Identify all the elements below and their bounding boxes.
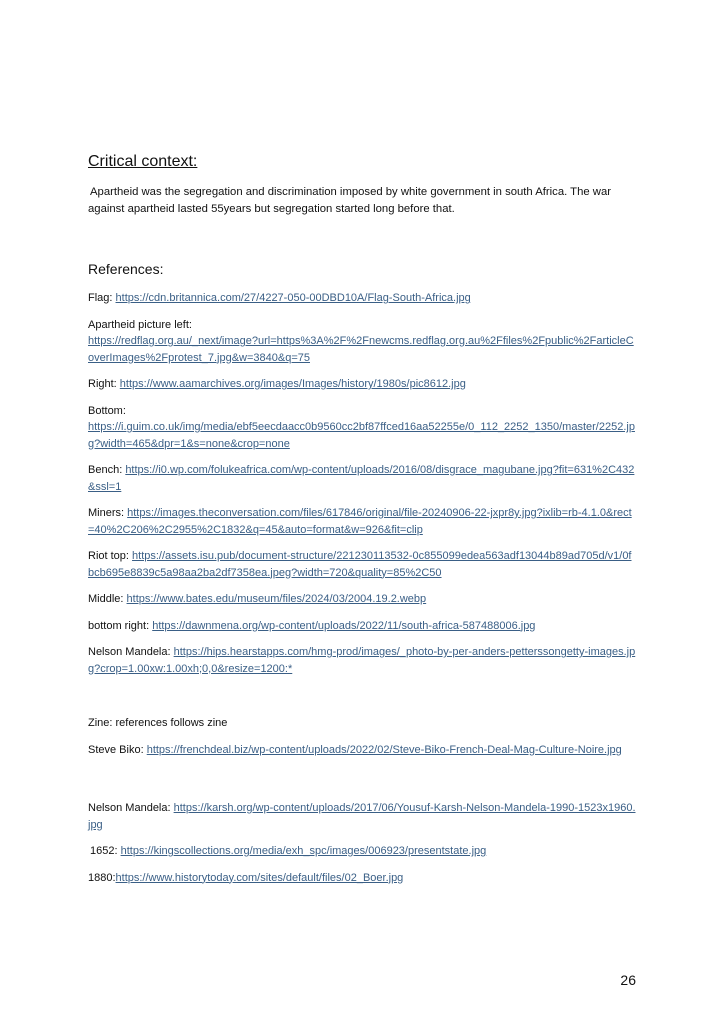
reference-bottom-right (88, 618, 636, 635)
critical-context-text (88, 184, 636, 218)
reference-label: Apartheid picture left: (88, 318, 192, 331)
reference-label: Bottom: (88, 404, 126, 417)
reference-label: Flag: (88, 292, 116, 304)
reference-label: 1652: (90, 845, 121, 857)
reference-miners (88, 505, 636, 538)
reference-1652 (88, 843, 636, 860)
reference-label: Right: (88, 378, 120, 390)
reference-link-apartheid-left[interactable]: https://redflag.org.au/_next/image?url=https%3A%2F%2Fnewcms.redflag.org.au%2Ffiles%2Fpublic%2FarticleCoverImages%2Fprotest_7.jpg&w=3840&q=75 (88, 335, 634, 364)
reference-1880 (88, 870, 636, 887)
reference-link-1880[interactable]: https://www.historytoday.com/sites/default/files/02_Boer.jpg (115, 871, 404, 884)
reference-link-nelson-mandela-2[interactable]: https://karsh.org/wp-content/uploads/2017/06/Yousuf-Karsh-Nelson-Mandela-1990-1523x1960.jpg (88, 802, 636, 831)
reference-label: Nelson Mandela: (88, 802, 174, 814)
spacer (88, 768, 636, 800)
document-page (88, 152, 636, 896)
reference-link-miners[interactable]: https://images.theconversation.com/files/617846/original/file-20240906-22-jxpr8y.jpg?ixlib=rb-4.1.0&rect=40%2C206%2C2955%2C1832&q=45&auto=format&w=926&fit=clip (88, 507, 632, 536)
reference-label: Nelson Mandela: (88, 646, 174, 658)
reference-flag (88, 290, 636, 307)
reference-right (88, 376, 636, 393)
spacer (88, 687, 636, 715)
reference-link-bottom[interactable]: https://i.guim.co.uk/img/media/ebf5eecdaacc0b9560cc2bf87ffced16aa52255e/0_112_2252_1350/master/2252.jpg?width=465&dpr=1&s=none&crop=none (88, 421, 635, 450)
page-number: 26 (620, 972, 636, 988)
reference-link-1652[interactable]: https://kingscollections.org/media/exh_spc/images/006923/presentstate.jpg (120, 845, 487, 857)
reference-link-flag[interactable]: https://cdn.britannica.com/27/4227-050-00DBD10A/Flag-South-Africa.jpg (115, 292, 471, 304)
zine-heading: Zine: references follows zine (88, 717, 228, 729)
reference-link-middle[interactable]: https://www.bates.edu/museum/files/2024/03/2004.19.2.webp (126, 593, 427, 605)
reference-label: Miners: (88, 507, 128, 519)
reference-label: Middle: (88, 593, 127, 605)
reference-riot-top (88, 548, 636, 581)
reference-label: bottom right: (88, 619, 153, 632)
reference-label: 1880: (88, 871, 116, 884)
reference-link-riot-top[interactable]: https://assets.isu.pub/document-structure/221230113532-0c855099edea563adf13044b89ad705d/v1/0fbcb695e8839c5a98aa2ba2df7358ea.jpeg?width=720&quality=85%2C50 (88, 550, 632, 579)
reference-bottom (88, 403, 636, 453)
critical-context-line-1: Apartheid was the segregation and discrimination imposed by white government in south Africa. The war (90, 186, 611, 198)
reference-label: Steve Biko: (88, 743, 147, 756)
reference-link-nelson-mandela-1[interactable]: https://hips.hearstapps.com/hmg-prod/images/_photo-by-per-anders-petterssongetty-images.jpg?crop=1.00xw:1.00xh;0,0&resize=1200:* (88, 646, 636, 675)
reference-label: Bench: (88, 464, 126, 476)
reference-link-bottom-right[interactable]: https://dawnmena.org/wp-content/uploads/2022/11/south-africa-587488006.jpg (152, 619, 536, 632)
reference-link-bench[interactable]: https://i0.wp.com/folukeafrica.com/wp-content/uploads/2016/08/disgrace_magubane.jpg?fit=631%2C432&ssl=1 (88, 464, 635, 493)
critical-context-heading: Critical context: (88, 153, 198, 170)
reference-nelson-mandela-1 (88, 644, 636, 677)
reference-link-right[interactable]: https://www.aamarchives.org/images/Images/history/1980s/pic8612.jpg (119, 378, 466, 390)
reference-middle (88, 591, 636, 608)
reference-bench (88, 462, 636, 495)
critical-context-line-2: against apartheid lasted 55years but segregation started long before that. (88, 203, 455, 215)
reference-link-steve-biko[interactable]: https://frenchdeal.biz/wp-content/uploads/2022/02/Steve-Biko-French-Deal-Mag-Culture-Noire.jpg (146, 743, 622, 756)
reference-nelson-mandela-2 (88, 800, 636, 833)
references-heading: References: (88, 261, 164, 277)
reference-steve-biko (88, 742, 636, 759)
reference-apartheid-left (88, 317, 636, 367)
reference-label: Riot top: (88, 550, 133, 562)
